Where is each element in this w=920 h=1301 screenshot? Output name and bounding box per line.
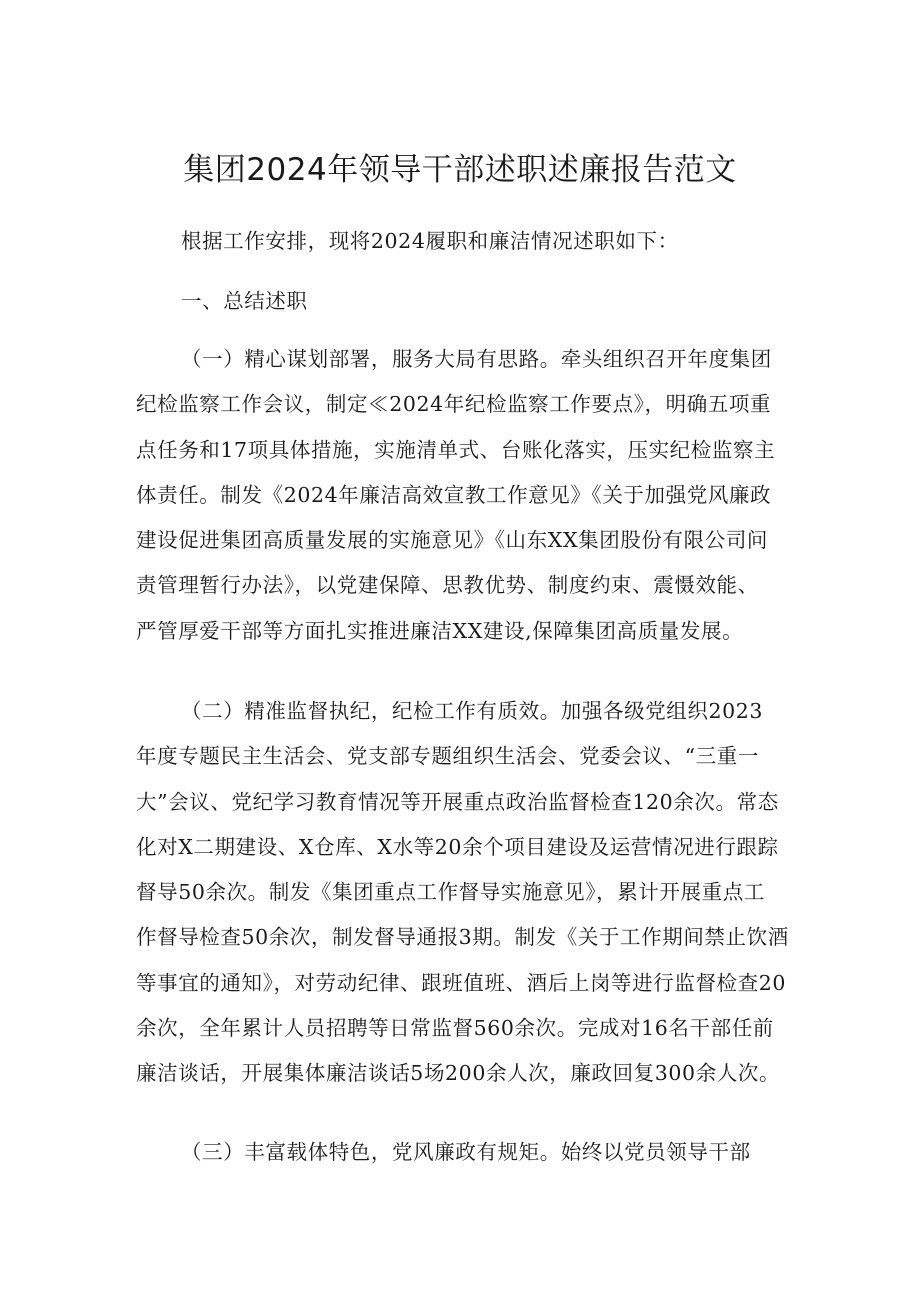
- paragraph-line: 廉洁谈话，开展集体廉洁谈话5场200余人次，廉政回复300余人次。: [136, 1061, 781, 1086]
- paragraph-1: [136, 337, 796, 654]
- section-heading-text: 一、总结述职: [181, 289, 308, 313]
- paragraph-line: 大”会议、党纪学习教育情况等开展重点政治监督检查120余次。常态: [136, 789, 779, 814]
- paragraph-line: 纪检监察工作会议，制定≪2024年纪检监察工作要点》，明确五项重: [136, 392, 772, 417]
- paragraph-line: 督导50余次。制发《集团重点工作督导实施意见》，累计开展重点工: [136, 880, 765, 905]
- intro-line: 根据工作安排，现将2024履职和廉洁情况述职如下：: [181, 229, 679, 253]
- paragraph-line: （一）精心谋划部署，服务大局有思路。牵头组织召开年度集团: [181, 347, 772, 371]
- section-heading: [136, 279, 796, 324]
- paragraph-line: （二）精准监督执纪，纪检工作有质效。加强各级党组织2023: [181, 699, 764, 723]
- paragraph-line: （三）丰富载体特色，党风廉政有规矩。始终以党员领导干部: [181, 1140, 751, 1164]
- paragraph-line: 余次，全年累计人员招聘等日常监督560余次。完成对16名干部任前: [136, 1016, 774, 1041]
- paragraph-line: 严管厚爱干部等方面扎实推进廉洁XX建设,保障集团高质量发展。: [136, 618, 744, 643]
- intro-paragraph: [136, 219, 796, 264]
- paragraph-3: [136, 1130, 796, 1175]
- paragraph-line: 责管理暂行办法》，以党建保障、思教优势、制度约束、震慑效能、: [136, 573, 759, 598]
- paragraph-line: 化对X二期建设、X仓库、X水等20余个项目建设及运营情况进行跟踪: [136, 834, 779, 859]
- paragraph-line: 作督导检查50余次，制发督导通报3期。制发《关于工作期间禁止饮酒: [136, 925, 789, 950]
- paragraph-line: 体责任。制发《2024年廉洁高效宣教工作意见》《关于加强党风廉政: [136, 482, 772, 507]
- paragraph-line: 年度专题民主生活会、党支部专题组织生活会、党委会议、“三重一: [136, 744, 759, 769]
- paragraph-line: 点任务和17项具体措施，实施清单式、台账化落实，压实纪检监察主: [136, 437, 776, 462]
- document-title: 集团2024年领导干部述职述廉报告范文: [183, 152, 737, 188]
- paragraph-2: [136, 689, 796, 1097]
- paragraph-line: 建设促进集团高质量发展的实施意见》《山东XX集团股份有限公司问: [136, 528, 769, 553]
- paragraph-line: 等事宜的通知》，对劳动纪律、跟班值班、酒后上岗等进行监督检查20: [136, 970, 787, 995]
